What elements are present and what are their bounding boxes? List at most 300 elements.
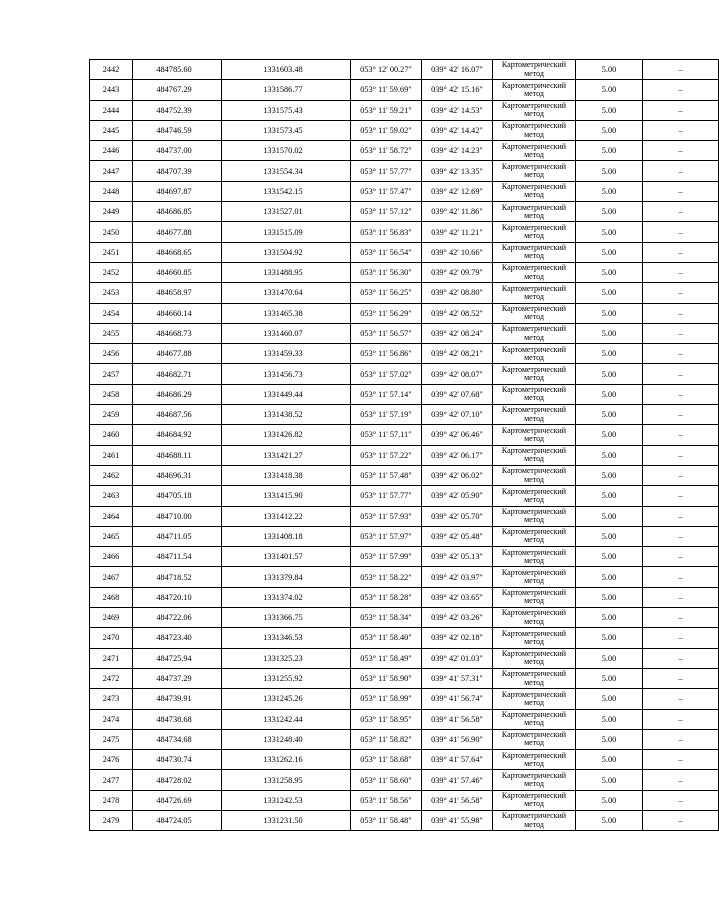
point-number-cell: 2459 [90,405,133,425]
table-row [90,810,719,830]
x-coordinate-cell: 484686.85 [133,202,222,222]
table-row [90,384,719,404]
point-number-cell: 2453 [90,283,133,303]
description-cell: – [643,608,719,628]
accuracy-cell: 5.00 [576,344,643,364]
point-number-cell: 2468 [90,587,133,607]
point-number-cell: 2476 [90,750,133,770]
latitude-cell: 053° 11' 58.60" [351,770,422,790]
x-coordinate-cell: 484718.52 [133,567,222,587]
accuracy-cell: 5.00 [576,587,643,607]
latitude-cell: 053° 11' 57.47" [351,181,422,201]
method-cell: Картометрический метод [493,445,576,465]
longitude-cell: 039° 42' 05.48" [422,526,493,546]
method-cell: Картометрический метод [493,648,576,668]
latitude-cell: 053° 11' 58.72" [351,141,422,161]
latitude-cell: 053° 11' 57.11" [351,425,422,445]
y-coordinate-cell: 1331470.64 [222,283,351,303]
accuracy-cell: 5.00 [576,729,643,749]
longitude-cell: 039° 41' 57.64" [422,750,493,770]
point-number-cell: 2472 [90,668,133,688]
point-number-cell: 2448 [90,181,133,201]
x-coordinate-cell: 484658.97 [133,283,222,303]
accuracy-cell: 5.00 [576,262,643,282]
accuracy-cell: 5.00 [576,242,643,262]
method-cell: Картометрический метод [493,60,576,80]
table-row [90,283,719,303]
latitude-cell: 053° 11' 57.77" [351,486,422,506]
description-cell: – [643,486,719,506]
longitude-cell: 039° 42' 11.86" [422,202,493,222]
description-cell: – [643,668,719,688]
x-coordinate-cell: 484746.59 [133,120,222,140]
point-number-cell: 2452 [90,262,133,282]
x-coordinate-cell: 484767.29 [133,80,222,100]
x-coordinate-cell: 484677.88 [133,222,222,242]
table-row [90,161,719,181]
accuracy-cell: 5.00 [576,547,643,567]
description-cell: – [643,222,719,242]
longitude-cell: 039° 42' 07.10" [422,405,493,425]
longitude-cell: 039° 42' 03.65" [422,587,493,607]
point-number-cell: 2458 [90,384,133,404]
accuracy-cell: 5.00 [576,384,643,404]
table-row [90,547,719,567]
table-row [90,668,719,688]
y-coordinate-cell: 1331245.26 [222,689,351,709]
description-cell: – [643,283,719,303]
description-cell: – [643,506,719,526]
longitude-cell: 039° 42' 08.52" [422,303,493,323]
latitude-cell: 053° 11' 57.22" [351,445,422,465]
method-cell: Картометрический метод [493,750,576,770]
point-number-cell: 2446 [90,141,133,161]
y-coordinate-cell: 1331401.57 [222,547,351,567]
x-coordinate-cell: 484739.91 [133,689,222,709]
accuracy-cell: 5.00 [576,506,643,526]
y-coordinate-cell: 1331379.84 [222,567,351,587]
method-cell: Картометрический метод [493,181,576,201]
y-coordinate-cell: 1331438.52 [222,405,351,425]
table-row [90,202,719,222]
point-number-cell: 2465 [90,526,133,546]
x-coordinate-cell: 484707.39 [133,161,222,181]
longitude-cell: 039° 42' 08.07" [422,364,493,384]
table-row [90,729,719,749]
table-row [90,465,719,485]
description-cell: – [643,790,719,810]
point-number-cell: 2450 [90,222,133,242]
method-cell: Картометрический метод [493,344,576,364]
table-row [90,486,719,506]
point-number-cell: 2467 [90,567,133,587]
point-number-cell: 2478 [90,790,133,810]
latitude-cell: 053° 11' 57.97" [351,526,422,546]
method-cell: Картометрический метод [493,120,576,140]
longitude-cell: 039° 42' 11.21" [422,222,493,242]
description-cell: – [643,547,719,567]
description-cell: – [643,120,719,140]
x-coordinate-cell: 484728.02 [133,770,222,790]
method-cell: Картометрический метод [493,80,576,100]
point-number-cell: 2466 [90,547,133,567]
method-cell: Картометрический метод [493,668,576,688]
longitude-cell: 039° 41' 55.98" [422,810,493,830]
longitude-cell: 039° 42' 16.07" [422,60,493,80]
description-cell: – [643,689,719,709]
table-row [90,405,719,425]
x-coordinate-cell: 484686.29 [133,384,222,404]
latitude-cell: 053° 11' 56.54" [351,242,422,262]
latitude-cell: 053° 11' 58.48" [351,810,422,830]
accuracy-cell: 5.00 [576,364,643,384]
longitude-cell: 039° 41' 56.74" [422,689,493,709]
x-coordinate-cell: 484723.40 [133,628,222,648]
point-number-cell: 2470 [90,628,133,648]
method-cell: Картометрический метод [493,384,576,404]
x-coordinate-cell: 484737.29 [133,668,222,688]
latitude-cell: 053° 11' 57.12" [351,202,422,222]
y-coordinate-cell: 1331449.44 [222,384,351,404]
table-row [90,445,719,465]
description-cell: – [643,628,719,648]
accuracy-cell: 5.00 [576,405,643,425]
description-cell: – [643,60,719,80]
y-coordinate-cell: 1331412.22 [222,506,351,526]
table-row [90,303,719,323]
table-row [90,323,719,343]
accuracy-cell: 5.00 [576,141,643,161]
point-number-cell: 2444 [90,100,133,120]
longitude-cell: 039° 42' 03.26" [422,608,493,628]
method-cell: Картометрический метод [493,364,576,384]
description-cell: – [643,445,719,465]
y-coordinate-cell: 1331554.34 [222,161,351,181]
y-coordinate-cell: 1331515.09 [222,222,351,242]
accuracy-cell: 5.00 [576,283,643,303]
longitude-cell: 039° 42' 12.69" [422,181,493,201]
description-cell: – [643,465,719,485]
y-coordinate-cell: 1331231.50 [222,810,351,830]
description-cell: – [643,80,719,100]
latitude-cell: 053° 11' 57.19" [351,405,422,425]
x-coordinate-cell: 484711.05 [133,526,222,546]
y-coordinate-cell: 1331488.95 [222,262,351,282]
x-coordinate-cell: 484726.69 [133,790,222,810]
table-row [90,100,719,120]
longitude-cell: 039° 42' 07.68" [422,384,493,404]
longitude-cell: 039° 42' 06.02" [422,465,493,485]
table-row [90,689,719,709]
latitude-cell: 053° 11' 58.49" [351,648,422,668]
longitude-cell: 039° 41' 56.58" [422,790,493,810]
latitude-cell: 053° 11' 57.77" [351,161,422,181]
method-cell: Картометрический метод [493,567,576,587]
x-coordinate-cell: 484687.56 [133,405,222,425]
x-coordinate-cell: 484734.68 [133,729,222,749]
method-cell: Картометрический метод [493,486,576,506]
y-coordinate-cell: 1331465.38 [222,303,351,323]
latitude-cell: 053° 11' 56.83" [351,222,422,242]
y-coordinate-cell: 1331325.23 [222,648,351,668]
y-coordinate-cell: 1331366.75 [222,608,351,628]
accuracy-cell: 5.00 [576,323,643,343]
point-number-cell: 2457 [90,364,133,384]
point-number-cell: 2461 [90,445,133,465]
method-cell: Картометрический метод [493,283,576,303]
longitude-cell: 039° 42' 08.80" [422,283,493,303]
accuracy-cell: 5.00 [576,120,643,140]
x-coordinate-cell: 484660.85 [133,262,222,282]
point-number-cell: 2456 [90,344,133,364]
longitude-cell: 039° 41' 56.58" [422,709,493,729]
x-coordinate-cell: 484724.05 [133,810,222,830]
accuracy-cell: 5.00 [576,810,643,830]
method-cell: Картометрический метод [493,262,576,282]
x-coordinate-cell: 484660.14 [133,303,222,323]
table-row [90,120,719,140]
y-coordinate-cell: 1331575.43 [222,100,351,120]
y-coordinate-cell: 1331527.01 [222,202,351,222]
description-cell: – [643,750,719,770]
x-coordinate-cell: 484684.92 [133,425,222,445]
description-cell: – [643,384,719,404]
y-coordinate-cell: 1331426.82 [222,425,351,445]
y-coordinate-cell: 1331603.48 [222,60,351,80]
y-coordinate-cell: 1331242.53 [222,790,351,810]
latitude-cell: 053° 11' 56.30" [351,262,422,282]
description-cell: – [643,425,719,445]
y-coordinate-cell: 1331415.90 [222,486,351,506]
latitude-cell: 053° 11' 56.57" [351,323,422,343]
accuracy-cell: 5.00 [576,445,643,465]
latitude-cell: 053° 11' 59.21" [351,100,422,120]
y-coordinate-cell: 1331542.15 [222,181,351,201]
point-number-cell: 2464 [90,506,133,526]
x-coordinate-cell: 484668.65 [133,242,222,262]
point-number-cell: 2445 [90,120,133,140]
method-cell: Картометрический метод [493,405,576,425]
table-row [90,587,719,607]
latitude-cell: 053° 11' 58.56" [351,790,422,810]
point-number-cell: 2449 [90,202,133,222]
table-row [90,628,719,648]
method-cell: Картометрический метод [493,425,576,445]
method-cell: Картометрический метод [493,222,576,242]
table-row [90,222,719,242]
longitude-cell: 039° 42' 03.97" [422,567,493,587]
latitude-cell: 053° 11' 57.48" [351,465,422,485]
description-cell: – [643,526,719,546]
x-coordinate-cell: 484668.73 [133,323,222,343]
accuracy-cell: 5.00 [576,181,643,201]
method-cell: Картометрический метод [493,810,576,830]
description-cell: – [643,262,719,282]
method-cell: Картометрический метод [493,506,576,526]
x-coordinate-cell: 484737.00 [133,141,222,161]
table-row [90,648,719,668]
accuracy-cell: 5.00 [576,80,643,100]
x-coordinate-cell: 484696.31 [133,465,222,485]
y-coordinate-cell: 1331374.02 [222,587,351,607]
coordinates-table-body [90,60,719,831]
method-cell: Картометрический метод [493,242,576,262]
method-cell: Картометрический метод [493,770,576,790]
longitude-cell: 039° 42' 15.16" [422,80,493,100]
method-cell: Картометрический метод [493,790,576,810]
x-coordinate-cell: 484677.88 [133,344,222,364]
longitude-cell: 039° 42' 02.18" [422,628,493,648]
x-coordinate-cell: 484785.60 [133,60,222,80]
x-coordinate-cell: 484738.68 [133,709,222,729]
latitude-cell: 053° 11' 59.02" [351,120,422,140]
table-row [90,567,719,587]
x-coordinate-cell: 484752.39 [133,100,222,120]
latitude-cell: 053° 11' 57.14" [351,384,422,404]
table-row [90,790,719,810]
accuracy-cell: 5.00 [576,689,643,709]
method-cell: Картометрический метод [493,547,576,567]
accuracy-cell: 5.00 [576,709,643,729]
description-cell: – [643,181,719,201]
latitude-cell: 053° 11' 56.25" [351,283,422,303]
description-cell: – [643,202,719,222]
table-row [90,608,719,628]
x-coordinate-cell: 484711.54 [133,547,222,567]
longitude-cell: 039° 42' 06.46" [422,425,493,445]
point-number-cell: 2443 [90,80,133,100]
point-number-cell: 2469 [90,608,133,628]
y-coordinate-cell: 1331408.18 [222,526,351,546]
description-cell: – [643,810,719,830]
table-row [90,526,719,546]
description-cell: – [643,587,719,607]
longitude-cell: 039° 42' 08.21" [422,344,493,364]
longitude-cell: 039° 42' 09.79" [422,262,493,282]
description-cell: – [643,100,719,120]
accuracy-cell: 5.00 [576,161,643,181]
longitude-cell: 039° 41' 57.31" [422,668,493,688]
table-row [90,770,719,790]
table-row [90,262,719,282]
longitude-cell: 039° 42' 05.70" [422,506,493,526]
latitude-cell: 053° 11' 58.95" [351,709,422,729]
description-cell: – [643,141,719,161]
method-cell: Картометрический метод [493,465,576,485]
x-coordinate-cell: 484682.71 [133,364,222,384]
description-cell: – [643,709,719,729]
longitude-cell: 039° 42' 08.24" [422,323,493,343]
x-coordinate-cell: 484705.18 [133,486,222,506]
method-cell: Картометрический метод [493,323,576,343]
description-cell: – [643,323,719,343]
x-coordinate-cell: 484722.06 [133,608,222,628]
description-cell: – [643,364,719,384]
latitude-cell: 053° 11' 58.28" [351,587,422,607]
latitude-cell: 053° 11' 58.99" [351,689,422,709]
y-coordinate-cell: 1331242.44 [222,709,351,729]
y-coordinate-cell: 1331504.92 [222,242,351,262]
x-coordinate-cell: 484710.00 [133,506,222,526]
longitude-cell: 039° 42' 14.23" [422,141,493,161]
description-cell: – [643,303,719,323]
latitude-cell: 053° 11' 56.29" [351,303,422,323]
latitude-cell: 053° 11' 57.99" [351,547,422,567]
accuracy-cell: 5.00 [576,750,643,770]
point-number-cell: 2460 [90,425,133,445]
y-coordinate-cell: 1331346.53 [222,628,351,648]
point-number-cell: 2442 [90,60,133,80]
table-row [90,425,719,445]
table-row [90,80,719,100]
x-coordinate-cell: 484697.87 [133,181,222,201]
y-coordinate-cell: 1331258.95 [222,770,351,790]
method-cell: Картометрический метод [493,141,576,161]
description-cell: – [643,405,719,425]
table-row [90,181,719,201]
longitude-cell: 039° 42' 05.13" [422,547,493,567]
table-row [90,60,719,80]
accuracy-cell: 5.00 [576,526,643,546]
longitude-cell: 039° 41' 57.46" [422,770,493,790]
y-coordinate-cell: 1331418.38 [222,465,351,485]
method-cell: Картометрический метод [493,628,576,648]
longitude-cell: 039° 42' 14.42" [422,120,493,140]
accuracy-cell: 5.00 [576,303,643,323]
y-coordinate-cell: 1331456.73 [222,364,351,384]
longitude-cell: 039° 42' 10.66" [422,242,493,262]
method-cell: Картометрический метод [493,608,576,628]
point-number-cell: 2477 [90,770,133,790]
table-row [90,506,719,526]
y-coordinate-cell: 1331459.33 [222,344,351,364]
point-number-cell: 2474 [90,709,133,729]
y-coordinate-cell: 1331460.07 [222,323,351,343]
latitude-cell: 053° 11' 59.69" [351,80,422,100]
accuracy-cell: 5.00 [576,790,643,810]
latitude-cell: 053° 11' 58.22" [351,567,422,587]
y-coordinate-cell: 1331421.27 [222,445,351,465]
description-cell: – [643,648,719,668]
accuracy-cell: 5.00 [576,465,643,485]
table-row [90,709,719,729]
latitude-cell: 053° 11' 57.02" [351,364,422,384]
latitude-cell: 053° 11' 58.68" [351,750,422,770]
point-number-cell: 2475 [90,729,133,749]
description-cell: – [643,242,719,262]
latitude-cell: 053° 12' 00.27" [351,60,422,80]
accuracy-cell: 5.00 [576,567,643,587]
y-coordinate-cell: 1331573.45 [222,120,351,140]
table-row [90,364,719,384]
y-coordinate-cell: 1331255.92 [222,668,351,688]
latitude-cell: 053° 11' 58.34" [351,608,422,628]
x-coordinate-cell: 484725.94 [133,648,222,668]
accuracy-cell: 5.00 [576,202,643,222]
latitude-cell: 053° 11' 58.40" [351,628,422,648]
longitude-cell: 039° 42' 14.53" [422,100,493,120]
accuracy-cell: 5.00 [576,60,643,80]
table-row [90,242,719,262]
latitude-cell: 053° 11' 58.82" [351,729,422,749]
coordinates-table [89,59,719,831]
method-cell: Картометрический метод [493,709,576,729]
point-number-cell: 2447 [90,161,133,181]
longitude-cell: 039° 42' 06.17" [422,445,493,465]
point-number-cell: 2454 [90,303,133,323]
accuracy-cell: 5.00 [576,608,643,628]
longitude-cell: 039° 42' 01.03" [422,648,493,668]
